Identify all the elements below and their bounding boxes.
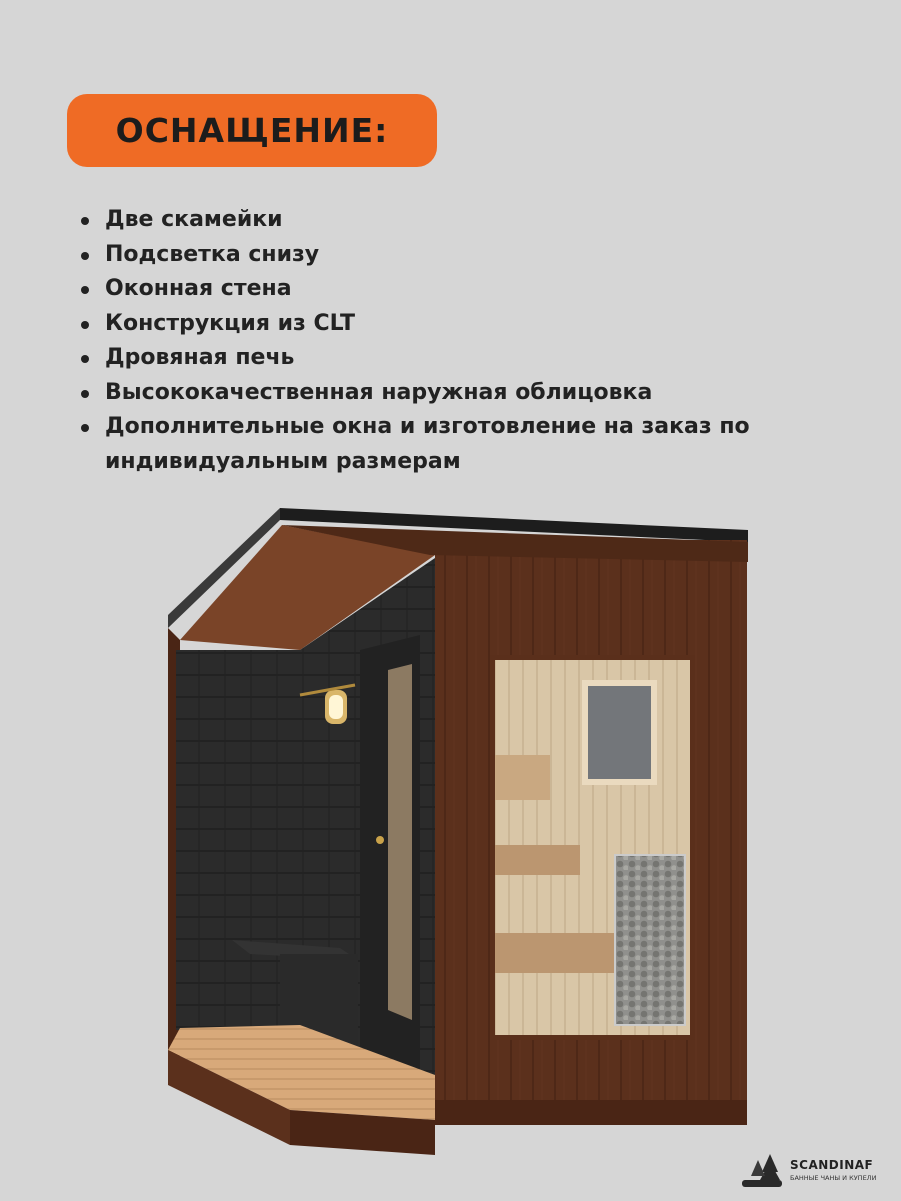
- feature-item: Две скамейки: [78, 203, 838, 238]
- tree-tub-icon: [740, 1150, 786, 1190]
- bullet-icon: [81, 286, 89, 294]
- feature-item: Дополнительные окна и изготовление на заказ по индивидуальным размерам: [78, 410, 838, 479]
- title-badge: [67, 94, 437, 167]
- bullet-icon: [81, 321, 89, 329]
- bullet-icon: [81, 217, 89, 225]
- bullet-icon: [81, 355, 89, 363]
- feature-list: [78, 203, 838, 479]
- bullet-icon: [81, 390, 89, 398]
- bullet-icon: [81, 252, 89, 260]
- page-title: ОСНАЩЕНИЕ:: [115, 111, 389, 150]
- bullet-icon: [81, 424, 89, 432]
- brand-logo: [740, 1150, 890, 1190]
- feature-item: Высококачественная наружная облицовка: [78, 376, 838, 411]
- feature-item: Дровяная печь: [78, 341, 838, 376]
- brand-name: SCANDINAF: [790, 1158, 874, 1172]
- sauna-illustration: [160, 500, 760, 1160]
- feature-item: Конструкция из CLT: [78, 307, 838, 342]
- brand-tagline: БАННЫЕ ЧАНЫ И КУПЕЛИ: [790, 1174, 877, 1182]
- feature-item: Оконная стена: [78, 272, 838, 307]
- sauna-image: [160, 500, 760, 1160]
- feature-item: Подсветка снизу: [78, 238, 838, 273]
